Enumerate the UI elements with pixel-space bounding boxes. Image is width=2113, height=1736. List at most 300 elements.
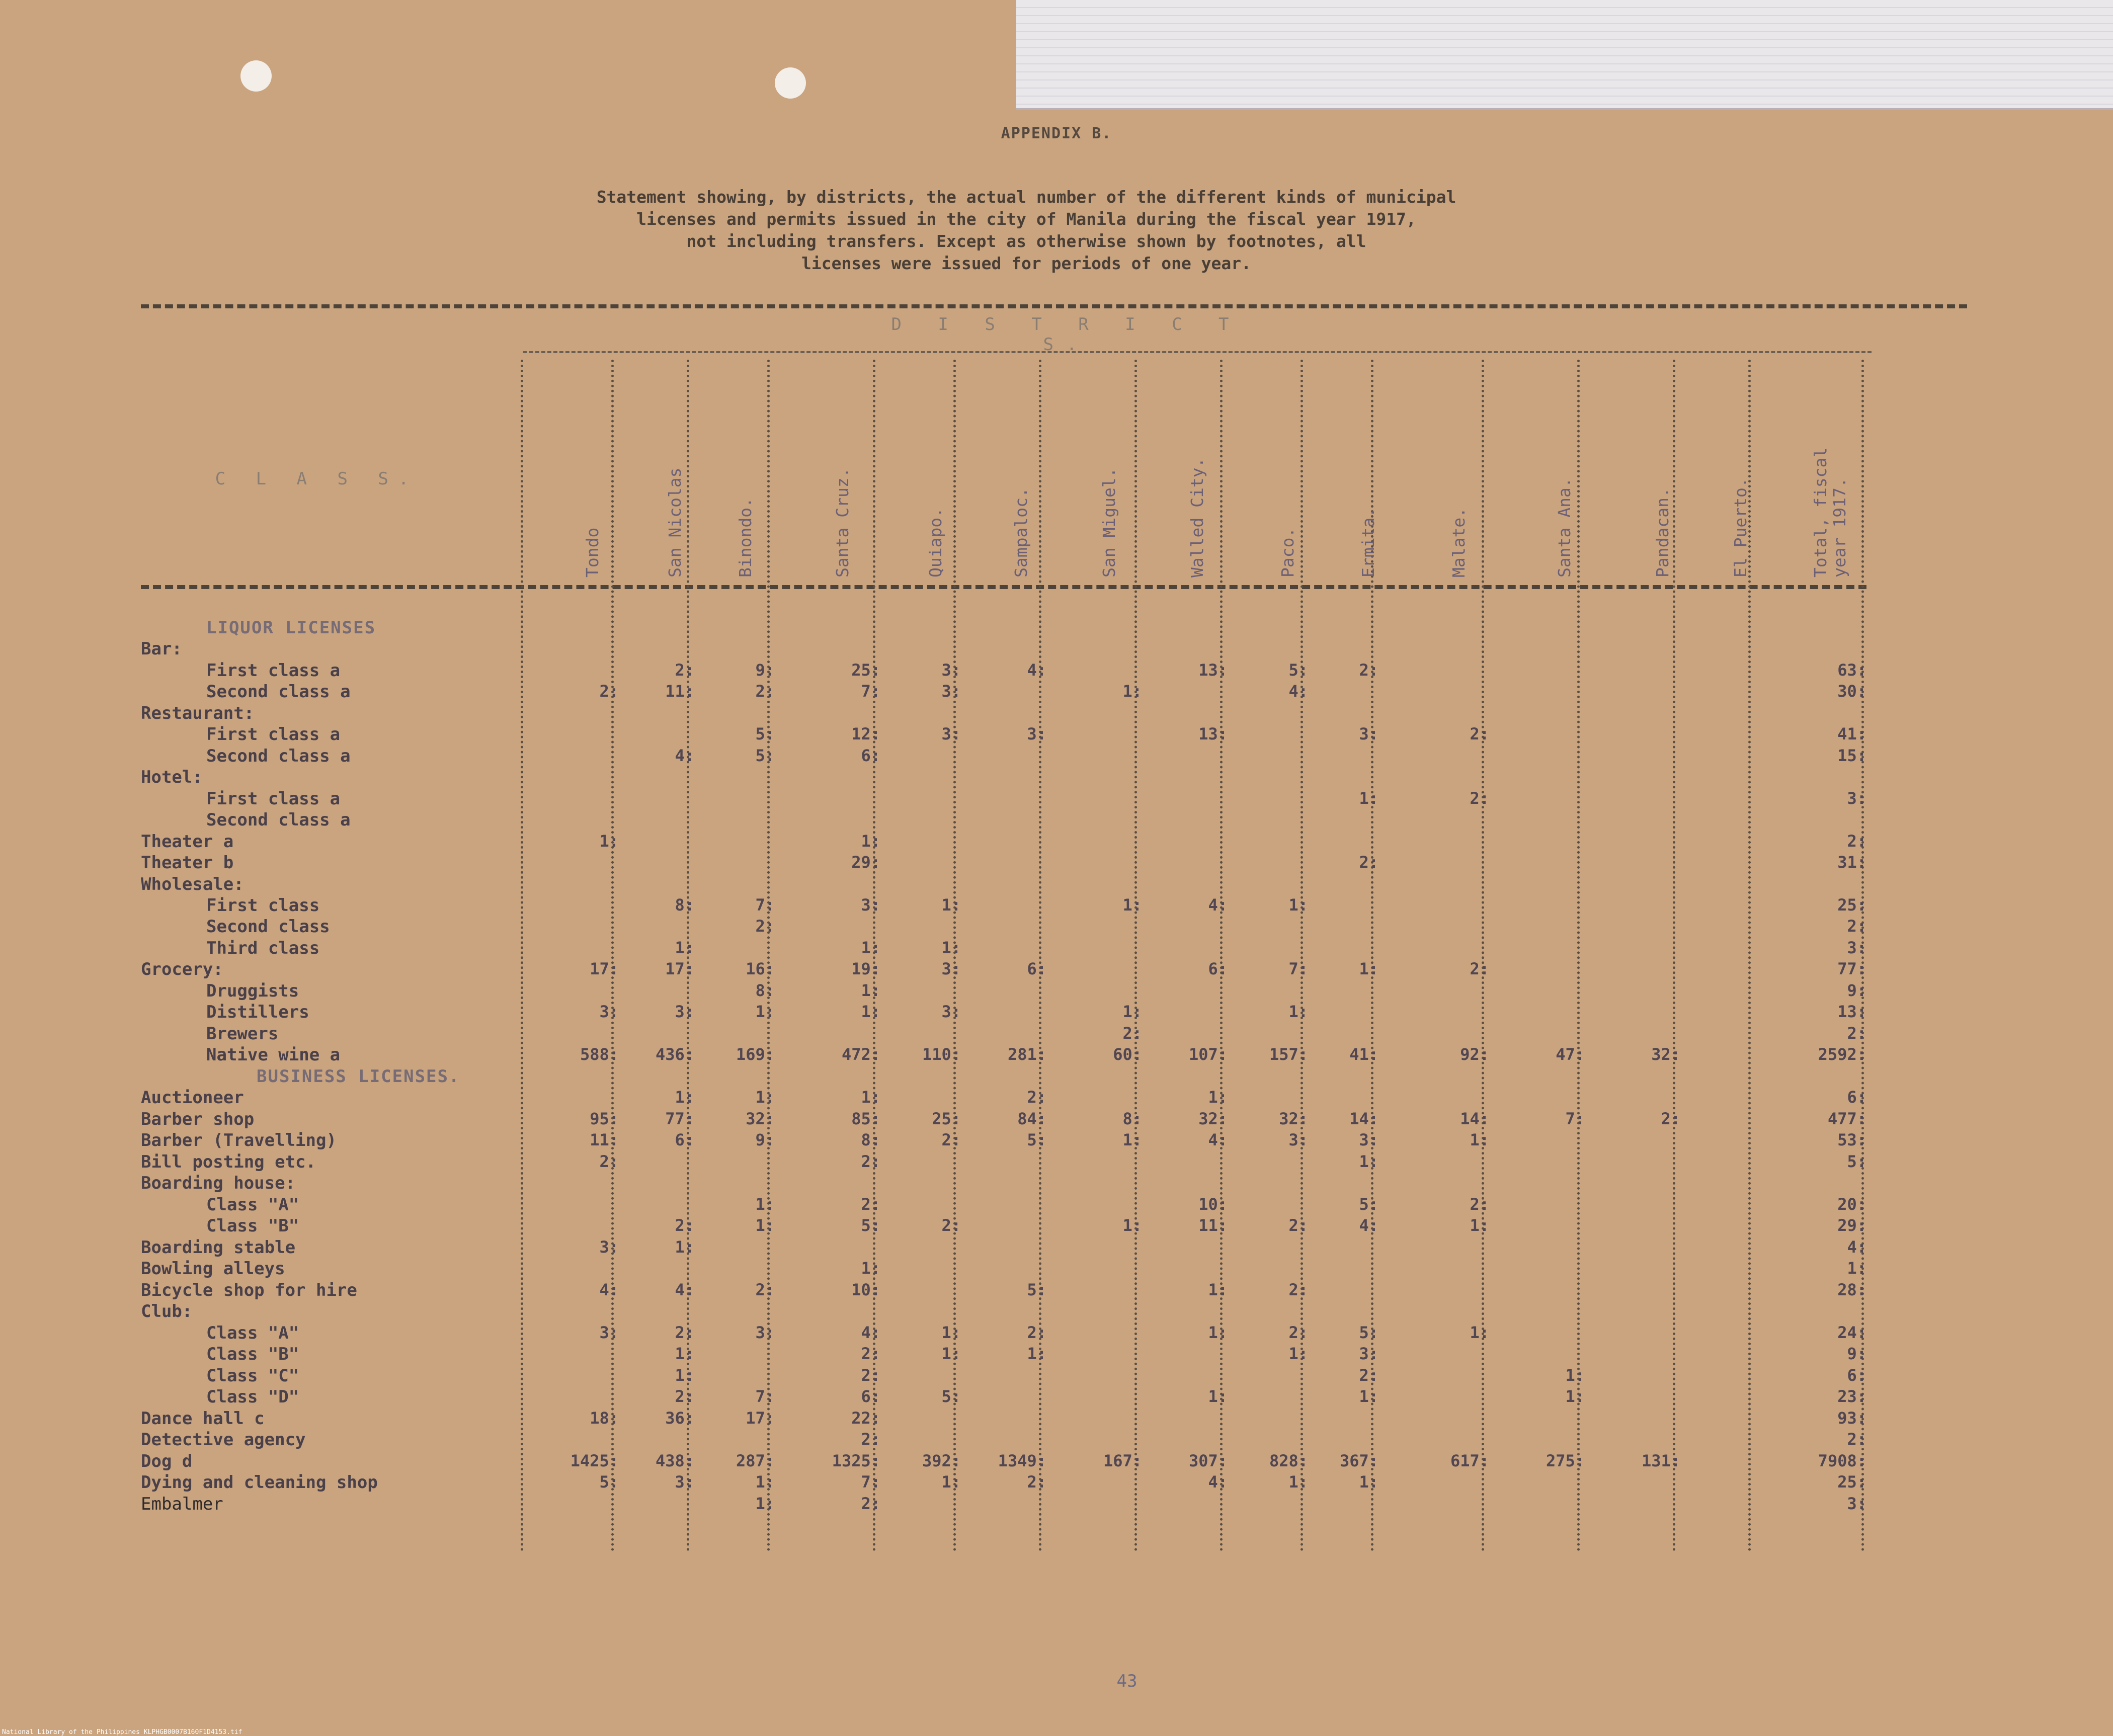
table-cell: 4: [599, 1280, 619, 1299]
table-cell: 5: [1288, 660, 1308, 680]
districts-caption: D I S T R I C T S. [891, 314, 1242, 355]
table-cell: 3: [675, 1002, 694, 1021]
total-cell: 93: [1837, 1409, 1866, 1428]
table-row [0, 1216, 2113, 1236]
table-cell: 3: [599, 1323, 619, 1342]
table-cell: 2: [1661, 1109, 1680, 1128]
table-cell: 2: [1027, 1323, 1046, 1342]
table-row [0, 682, 2113, 702]
district-heading: San Nicolas [665, 467, 685, 577]
table-cell: 1: [599, 832, 619, 851]
table-row [0, 917, 2113, 937]
table-cell: 32: [1279, 1109, 1308, 1128]
district-heading: Santa Ana. [1555, 477, 1574, 577]
district-heading: El Puerto. [1731, 477, 1750, 577]
row-label: LIQUOR LICENSES [206, 618, 376, 638]
district-heading: Malate. [1449, 507, 1469, 577]
table-cell: 3: [861, 895, 880, 915]
total-cell: 15: [1837, 746, 1866, 765]
table-cell: 287: [736, 1451, 775, 1470]
row-label: First class a [206, 724, 341, 745]
table-cell: 4: [861, 1323, 880, 1342]
table-cell: 1: [755, 1195, 775, 1214]
table-cell: 2: [861, 1430, 880, 1449]
table-cell: 1: [1359, 1152, 1378, 1171]
table-cell: 14: [1460, 1109, 1489, 1128]
row-label: Dog d [141, 1451, 193, 1471]
row-label: Hotel: [141, 767, 203, 787]
table-cell: 307: [1188, 1451, 1228, 1470]
total-cell: 29: [1837, 1216, 1866, 1235]
table-row [0, 874, 2113, 894]
table-row [0, 1173, 2113, 1193]
table-cell: 2: [1359, 660, 1378, 680]
table-cell: 2: [599, 682, 619, 701]
total-cell: 23: [1837, 1387, 1866, 1406]
table-cell: 8: [675, 895, 694, 915]
total-cell: 1: [1847, 1259, 1866, 1278]
total-cell: 2: [1847, 1430, 1866, 1449]
table-cell: 2: [675, 1323, 694, 1342]
table-cell: 1: [941, 1344, 961, 1363]
row-label: Class "B" [206, 1216, 299, 1236]
table-row [0, 1259, 2113, 1279]
table-cell: 6: [1208, 959, 1228, 978]
district-heading: San Miguel. [1099, 467, 1119, 577]
table-cell: 281: [1007, 1045, 1046, 1064]
table-cell: 2: [1470, 1195, 1489, 1214]
district-heading: Santa Cruz. [833, 467, 852, 577]
table-cell: 1425: [570, 1451, 619, 1470]
table-cell: 7: [1565, 1109, 1585, 1128]
total-cell: 28: [1837, 1280, 1866, 1299]
table-cell: 32: [1651, 1045, 1680, 1064]
table-cell: 17: [665, 959, 694, 978]
row-label: First class a [206, 789, 341, 809]
table-row [0, 639, 2113, 659]
total-cell: 477: [1827, 1109, 1866, 1128]
table-row [0, 767, 2113, 787]
table-cell: 3: [1288, 1130, 1308, 1149]
table-cell: 1: [675, 1344, 694, 1363]
table-cell: 131: [1641, 1451, 1680, 1470]
table-cell: 392: [922, 1451, 961, 1470]
table-cell: 1: [861, 1088, 880, 1107]
table-cell: 3: [941, 959, 961, 978]
table-cell: 1: [755, 1216, 775, 1235]
total-cell: 4: [1847, 1237, 1866, 1257]
total-cell: 2: [1847, 1024, 1866, 1043]
district-heading: Walled City. [1187, 457, 1207, 577]
table-cell: 3: [941, 724, 961, 743]
table-cell: 36: [665, 1409, 694, 1428]
table-cell: 11: [590, 1130, 619, 1149]
table-row [0, 810, 2113, 830]
district-heading: Tondo [583, 527, 602, 577]
table-cell: 1: [1565, 1366, 1585, 1385]
punch-hole-left [240, 60, 272, 92]
total-heading-line: year 1917. [1830, 477, 1849, 577]
table-row [0, 1472, 2113, 1493]
table-cell: 17: [746, 1409, 775, 1428]
district-heading: Quiapo. [926, 507, 945, 577]
table-cell: 1: [861, 1259, 880, 1278]
table-cell: 7: [1288, 959, 1308, 978]
table-cell: 17: [590, 959, 619, 978]
table-row [0, 981, 2113, 1001]
row-label: Grocery: [141, 959, 223, 979]
table-top-rule [141, 304, 1967, 308]
statement-line: licenses were issued for periods of one year. [801, 254, 1252, 273]
district-heading: Ermita. [1358, 507, 1378, 577]
table-cell: 6: [861, 746, 880, 765]
table-cell: 32: [1198, 1109, 1228, 1128]
table-cell: 8: [861, 1130, 880, 1149]
table-cell: 8: [1122, 1109, 1142, 1128]
table-cell: 5: [861, 1216, 880, 1235]
table-cell: 3: [1359, 724, 1378, 743]
table-row [0, 1451, 2113, 1471]
row-label: Club: [141, 1301, 193, 1321]
total-cell: 9: [1847, 981, 1866, 1000]
table-cell: 1: [1470, 1130, 1489, 1149]
row-label: BUSINESS LICENSES. [257, 1066, 460, 1087]
table-cell: 1: [1470, 1323, 1489, 1342]
table-cell: 1: [1208, 1387, 1228, 1406]
total-cell: 77: [1837, 959, 1866, 978]
row-label: Boarding house: [141, 1173, 296, 1193]
row-label: Dying and cleaning shop [141, 1472, 378, 1493]
total-cell: 5: [1847, 1152, 1866, 1171]
table-cell: 29: [851, 853, 880, 872]
table-cell: 1: [1288, 1344, 1308, 1363]
table-cell: 7: [861, 1472, 880, 1492]
table-cell: 3: [599, 1237, 619, 1257]
row-label: Barber (Travelling) [141, 1130, 337, 1150]
total-cell: 2592: [1818, 1045, 1866, 1064]
table-row [0, 724, 2113, 745]
total-cell: 13: [1837, 1002, 1866, 1021]
table-cell: 11: [665, 682, 694, 701]
table-cell: 1: [675, 938, 694, 957]
table-row [0, 1344, 2113, 1364]
table-cell: 4: [1208, 1472, 1228, 1492]
table-cell: 32: [746, 1109, 775, 1128]
total-cell: 2: [1847, 832, 1866, 851]
table-cell: 3: [1359, 1344, 1378, 1363]
table-cell: 10: [1198, 1195, 1228, 1214]
table-cell: 1: [1122, 895, 1142, 915]
table-row [0, 1002, 2113, 1022]
table-cell: 95: [590, 1109, 619, 1128]
table-cell: 2: [1470, 724, 1489, 743]
table-cell: 6: [861, 1387, 880, 1406]
table-cell: 92: [1460, 1045, 1489, 1064]
table-row [0, 660, 2113, 681]
row-label: Class "B" [206, 1344, 299, 1364]
total-cell: 3: [1847, 938, 1866, 957]
table-cell: 13: [1198, 724, 1228, 743]
table-cell: 2: [1359, 853, 1378, 872]
table-row [0, 703, 2113, 723]
statement-line: licenses and permits issued in the city of Manila during the fiscal year 1917, [636, 209, 1416, 229]
total-cell: 63: [1837, 660, 1866, 680]
table-cell: 25: [851, 660, 880, 680]
table-row [0, 853, 2113, 873]
table-cell: 7: [755, 895, 775, 915]
table-cell: 3: [755, 1323, 775, 1342]
total-heading-line: Total, fiscal [1811, 447, 1830, 577]
table-cell: 5: [1359, 1195, 1378, 1214]
row-label: Class "C" [206, 1366, 299, 1386]
table-cell: 2: [755, 1280, 775, 1299]
table-cell: 1: [1122, 682, 1142, 701]
table-cell: 1: [1565, 1387, 1585, 1406]
table-cell: 77: [665, 1109, 694, 1128]
row-label: Second class a [206, 746, 351, 766]
table-cell: 7: [755, 1387, 775, 1406]
appendix-heading: APPENDIX B. [1001, 125, 1112, 142]
table-cell: 9: [755, 1130, 775, 1149]
table-row [0, 1409, 2113, 1429]
row-label: Third class [206, 938, 320, 958]
row-label: Auctioneer [141, 1088, 244, 1108]
row-label: Distillers [206, 1002, 309, 1022]
table-cell: 5: [1027, 1280, 1046, 1299]
row-label: Barber shop [141, 1109, 255, 1129]
header-bottom-rule [141, 585, 1866, 589]
row-label: Boarding stable [141, 1237, 296, 1258]
table-row [0, 1494, 2113, 1514]
table-cell: 1: [1359, 1387, 1378, 1406]
table-cell: 2: [1027, 1088, 1046, 1107]
table-cell: 2: [1288, 1323, 1308, 1342]
table-cell: 2: [861, 1344, 880, 1363]
table-cell: 1325: [832, 1451, 880, 1470]
table-cell: 1: [941, 938, 961, 957]
table-cell: 2: [1288, 1216, 1308, 1235]
row-label: Bar: [141, 639, 182, 659]
table-cell: 1: [755, 1472, 775, 1492]
table-cell: 2: [755, 917, 775, 936]
table-cell: 1: [1208, 1323, 1228, 1342]
statement-text [402, 186, 1650, 275]
row-label: Druggists [206, 981, 299, 1001]
table-cell: 169: [736, 1045, 775, 1064]
row-label: Second class a [206, 810, 351, 830]
table-cell: 5: [1359, 1323, 1378, 1342]
table-row [0, 746, 2113, 766]
row-label: Dance hall c [141, 1409, 265, 1429]
table-cell: 275: [1546, 1451, 1585, 1470]
table-cell: 10: [851, 1280, 880, 1299]
table-row [0, 1088, 2113, 1108]
table-cell: 1: [675, 1237, 694, 1257]
row-label: Theater b [141, 853, 234, 873]
table-cell: 438: [655, 1451, 694, 1470]
table-cell: 4: [1359, 1216, 1378, 1235]
table-cell: 1: [1359, 959, 1378, 978]
row-label: Second class [206, 917, 330, 937]
punch-hole-right [775, 67, 806, 99]
table-cell: 2: [675, 1387, 694, 1406]
row-label: Second class a [206, 682, 351, 702]
table-cell: 167: [1103, 1451, 1142, 1470]
table-cell: 2: [861, 1195, 880, 1214]
total-cell: 6: [1847, 1088, 1866, 1107]
row-label: First class a [206, 660, 341, 681]
row-label: Class "A" [206, 1195, 299, 1215]
table-cell: 1: [1359, 1472, 1378, 1492]
table-row [0, 1066, 2113, 1087]
table-cell: 3: [941, 1002, 961, 1021]
table-cell: 6: [675, 1130, 694, 1149]
table-row [0, 1366, 2113, 1386]
row-label: First class [206, 895, 320, 916]
table-cell: 84: [1017, 1109, 1046, 1128]
table-cell: 1: [941, 1323, 961, 1342]
table-cell: 5: [755, 746, 775, 765]
table-cell: 367: [1339, 1451, 1378, 1470]
table-cell: 4: [1288, 682, 1308, 701]
district-heading: Paco. [1278, 527, 1297, 577]
table-cell: 60: [1113, 1045, 1142, 1064]
table-cell: 13: [1198, 660, 1228, 680]
table-cell: 1: [1122, 1002, 1142, 1021]
table-cell: 4: [675, 746, 694, 765]
row-label: Restaurant: [141, 703, 255, 723]
row-label: Class "D" [206, 1387, 299, 1407]
table-cell: 1: [1288, 895, 1308, 915]
total-cell: 2: [1847, 917, 1866, 936]
table-cell: 5: [1027, 1130, 1046, 1149]
table-cell: 6: [1027, 959, 1046, 978]
total-cell: 53: [1837, 1130, 1866, 1149]
total-cell: 9: [1847, 1344, 1866, 1363]
total-cell: 30: [1837, 682, 1866, 701]
total-cell: 25: [1837, 1472, 1866, 1492]
table-cell: 1: [1470, 1216, 1489, 1235]
total-cell: 31: [1837, 853, 1866, 872]
table-cell: 2: [861, 1366, 880, 1385]
table-cell: 1: [861, 938, 880, 957]
table-row [0, 1130, 2113, 1150]
table-cell: 1: [861, 981, 880, 1000]
row-label: Bill posting etc. [141, 1152, 316, 1172]
table-cell: 436: [655, 1045, 694, 1064]
table-cell: 4: [1208, 895, 1228, 915]
class-caption: C L A S S. [215, 469, 419, 489]
table-cell: 1: [675, 1088, 694, 1107]
table-cell: 1: [1208, 1088, 1228, 1107]
table-cell: 2: [1470, 959, 1489, 978]
table-cell: 1: [1122, 1130, 1142, 1149]
table-cell: 2: [1359, 1366, 1378, 1385]
table-cell: 25: [932, 1109, 961, 1128]
table-cell: 2: [1470, 789, 1489, 808]
table-cell: 1: [755, 1002, 775, 1021]
table-cell: 2: [599, 1152, 619, 1171]
table-cell: 8: [755, 981, 775, 1000]
table-cell: 5: [599, 1472, 619, 1492]
table-cell: 2: [861, 1494, 880, 1513]
table-row [0, 1195, 2113, 1215]
scan-credit: National Library of the Philippines KLPHGB0007B160F1D4153.tif [2, 1728, 242, 1736]
table-cell: 1: [1288, 1472, 1308, 1492]
table-cell: 1: [675, 1366, 694, 1385]
table-cell: 41: [1349, 1045, 1378, 1064]
table-cell: 1: [861, 832, 880, 851]
table-cell: 588: [580, 1045, 619, 1064]
table-cell: 1: [755, 1494, 775, 1513]
table-cell: 2: [1288, 1280, 1308, 1299]
table-cell: 1: [1208, 1280, 1228, 1299]
table-cell: 7: [861, 682, 880, 701]
table-cell: 5: [755, 724, 775, 743]
total-heading [1811, 448, 1849, 577]
table-row [0, 959, 2113, 979]
table-cell: 85: [851, 1109, 880, 1128]
table-cell: 617: [1450, 1451, 1489, 1470]
table-cell: 47: [1556, 1045, 1585, 1064]
row-label: Theater a [141, 832, 234, 852]
table-cell: 107: [1188, 1045, 1228, 1064]
table-row [0, 618, 2113, 638]
row-label: Brewers [206, 1024, 279, 1044]
table-cell: 1349: [998, 1451, 1046, 1470]
table-cell: 2: [675, 1216, 694, 1235]
table-row [0, 1280, 2113, 1300]
table-row [0, 1152, 2113, 1172]
table-row [0, 1109, 2113, 1129]
table-cell: 14: [1349, 1109, 1378, 1128]
total-cell: 7908: [1818, 1451, 1866, 1470]
table-cell: 16: [746, 959, 775, 978]
table-row [0, 1045, 2113, 1065]
table-cell: 4: [1027, 660, 1046, 680]
district-heading: Pandacan. [1653, 487, 1672, 577]
table-cell: 2: [861, 1152, 880, 1171]
row-label: Bicycle shop for hire [141, 1280, 357, 1300]
table-cell: 3: [941, 660, 961, 680]
table-row [0, 1387, 2113, 1407]
district-heading: Sampaloc. [1011, 487, 1031, 577]
table-cell: 3: [675, 1472, 694, 1492]
table-row [0, 895, 2113, 916]
table-cell: 2: [941, 1130, 961, 1149]
table-cell: 5: [941, 1387, 961, 1406]
total-cell: 41: [1837, 724, 1866, 743]
table-cell: 828: [1269, 1451, 1308, 1470]
table-row [0, 938, 2113, 958]
total-cell: 3: [1847, 1494, 1866, 1513]
total-cell: 25: [1837, 895, 1866, 915]
table-cell: 3: [1027, 724, 1046, 743]
row-label: Embalmer [141, 1494, 223, 1514]
table-row [0, 1301, 2113, 1321]
district-heading: Binondo. [736, 498, 755, 577]
table-cell: 1: [1359, 789, 1378, 808]
row-label: Wholesale: [141, 874, 244, 894]
table-cell: 110: [922, 1045, 961, 1064]
table-cell: 1: [1122, 1216, 1142, 1235]
table-cell: 11: [1198, 1216, 1228, 1235]
table-cell: 157: [1269, 1045, 1308, 1064]
statement-line: Statement showing, by districts, the actual number of the different kinds of municipal [596, 187, 1456, 207]
total-cell: 20: [1837, 1195, 1866, 1214]
table-cell: 9: [755, 660, 775, 680]
table-row [0, 832, 2113, 852]
